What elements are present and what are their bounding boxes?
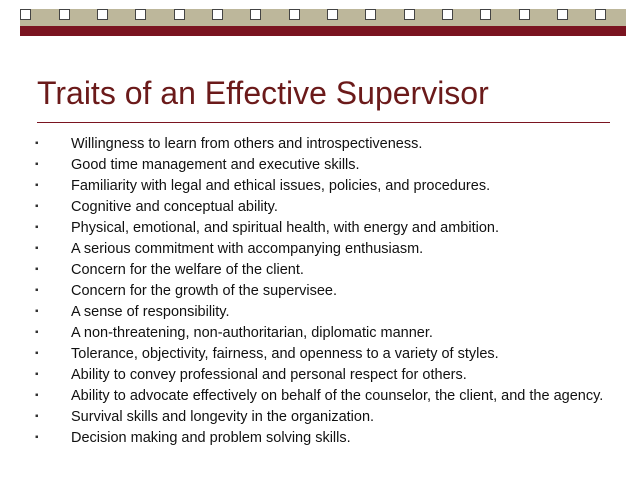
grid-square: [135, 9, 146, 20]
trait-text: A sense of responsibility.: [71, 304, 230, 320]
trait-text: Concern for the welfare of the client.: [71, 262, 304, 278]
grid-square: [20, 9, 31, 20]
bullet-icon: ▪: [35, 159, 39, 170]
trait-item: [35, 281, 615, 301]
grid-square: [212, 9, 223, 20]
trait-item: [35, 302, 615, 322]
grid-square: [59, 9, 70, 20]
slide-title: Traits of an Effective Supervisor: [37, 75, 489, 111]
trait-text: Physical, emotional, and spiritual health, with energy and ambition.: [71, 220, 499, 236]
trait-item: [35, 176, 615, 196]
trait-text: Good time management and executive skills.: [71, 157, 360, 173]
grid-square: [404, 9, 415, 20]
trait-item: [35, 260, 615, 280]
trait-item: [35, 407, 615, 427]
grid-square: [327, 9, 338, 20]
grid-square: [174, 9, 185, 20]
trait-text: Ability to advocate effectively on behalf of the counselor, the client, and the agency.: [71, 388, 604, 404]
trait-item: [35, 197, 615, 217]
trait-text: Willingness to learn from others and introspectiveness.: [71, 136, 423, 152]
grid-square: [250, 9, 261, 20]
bullet-icon: ▪: [35, 390, 39, 401]
grid-square: [480, 9, 491, 20]
bullet-icon: ▪: [35, 327, 39, 338]
trait-item: [35, 134, 615, 154]
bullet-icon: ▪: [35, 432, 39, 443]
trait-text: A serious commitment with accompanying enthusiasm.: [71, 241, 424, 257]
trait-item: [35, 428, 615, 448]
grid-square: [289, 9, 300, 20]
trait-item: [35, 155, 615, 175]
trait-text: Survival skills and longevity in the organization.: [71, 409, 375, 425]
header-bar-olive: [20, 9, 626, 26]
trait-item: [35, 239, 615, 259]
trait-text: Ability to convey professional and personal respect for others.: [71, 367, 467, 383]
grid-square: [97, 9, 108, 20]
grid-square: [557, 9, 568, 20]
trait-item: [35, 218, 615, 238]
grid-square: [365, 9, 376, 20]
bullet-icon: ▪: [35, 411, 39, 422]
trait-text: Tolerance, objectivity, fairness, and openness to a variety of styles.: [71, 346, 499, 362]
bullet-icon: ▪: [35, 201, 39, 212]
grid-square: [519, 9, 530, 20]
bullet-icon: ▪: [35, 285, 39, 296]
bullet-icon: ▪: [35, 306, 39, 317]
trait-item: [35, 386, 615, 406]
bullet-icon: ▪: [35, 264, 39, 275]
grid-square: [595, 9, 606, 20]
bullet-icon: ▪: [35, 180, 39, 191]
bullet-icon: ▪: [35, 348, 39, 359]
bullet-icon: ▪: [35, 222, 39, 233]
bullet-icon: ▪: [35, 369, 39, 380]
trait-text: A non-threatening, non-authoritarian, diplomatic manner.: [71, 325, 433, 341]
trait-text: Concern for the growth of the supervisee.: [71, 283, 337, 299]
grid-square: [442, 9, 453, 20]
header-bar-red: [20, 26, 626, 36]
trait-text: Decision making and problem solving skills.: [71, 430, 351, 446]
trait-item: [35, 323, 615, 343]
title-divider: [37, 122, 610, 123]
bullet-icon: ▪: [35, 138, 39, 149]
trait-list: [35, 134, 615, 449]
trait-item: [35, 344, 615, 364]
trait-item: [35, 365, 615, 385]
trait-text: Familiarity with legal and ethical issues, policies, and procedures.: [71, 178, 491, 194]
bullet-icon: ▪: [35, 243, 39, 254]
trait-text: Cognitive and conceptual ability.: [71, 199, 278, 215]
